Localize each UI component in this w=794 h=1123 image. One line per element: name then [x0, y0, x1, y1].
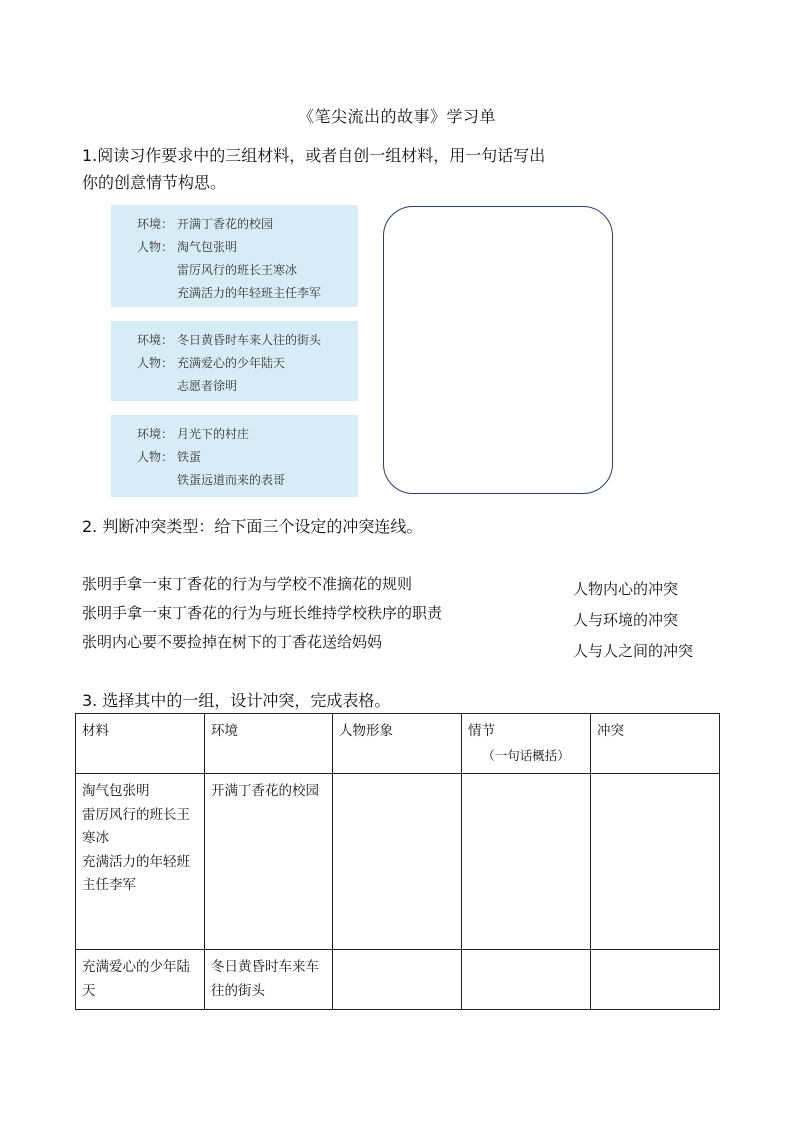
material-line: 充满爱心的少年陆天 [82, 959, 190, 999]
person-text: 淘气包张明 [177, 240, 238, 254]
env-label: 环境： [137, 333, 174, 347]
table-header-row [76, 714, 720, 774]
env-label: 环境： [137, 217, 174, 231]
character-cell[interactable] [333, 950, 462, 1010]
material-card-3 [111, 415, 358, 497]
people-label: 人物： [137, 450, 174, 464]
conflict-type-item[interactable]: 人与环境的冲突 [573, 611, 679, 629]
conflict-setting-item[interactable]: 张明手拿一束丁香花的行为与班长维持学校秩序的职责 [82, 604, 443, 622]
design-table [75, 713, 720, 1010]
question-2-heading: 2. 判断冲突类型：给下面三个设定的冲突连线。 [82, 517, 423, 536]
header-plot-sub: （一句话概括） [482, 747, 570, 763]
table-row [76, 950, 720, 1010]
person-text: 雷厉风行的班长王寒冰 [177, 263, 298, 277]
people-label: 人物： [137, 240, 174, 254]
conflict-type-item[interactable]: 人与人之间的冲突 [573, 642, 694, 660]
material-card-1 [111, 205, 358, 307]
plot-cell[interactable] [462, 774, 591, 950]
header-plot [462, 714, 591, 774]
conflict-cell[interactable] [591, 950, 720, 1010]
person-text: 铁蛋远道而来的表哥 [177, 473, 286, 487]
conflict-type-item[interactable]: 人物内心的冲突 [573, 580, 679, 598]
conflict-setting-item[interactable]: 张明手拿一束丁香花的行为与学校不准摘花的规则 [82, 575, 413, 593]
question-1 [82, 142, 545, 196]
header-conflict: 冲突 [591, 714, 720, 774]
header-material: 材料 [76, 714, 205, 774]
material-cell [76, 950, 205, 1010]
header-plot-label: 情节 [468, 723, 495, 739]
material-line: 淘气包张明 [82, 783, 150, 799]
conflict-cell[interactable] [591, 774, 720, 950]
material-line: 雷厉风行的班长王寒冰 [82, 806, 190, 846]
material-cell [76, 774, 205, 950]
material-card-2 [111, 321, 358, 401]
environment-cell: 冬日黄昏时车来车往的街头 [205, 950, 333, 1010]
env-text: 开满丁香花的校园 [177, 217, 274, 231]
people-label: 人物： [137, 356, 174, 370]
environment-cell: 开满丁香花的校园 [205, 774, 333, 950]
question-3-heading: 3. 选择其中的一组，设计冲突，完成表格。 [82, 691, 391, 710]
header-environment: 环境 [205, 714, 333, 774]
conflict-settings-list [82, 570, 442, 657]
conflict-setting-item[interactable]: 张明内心要不要捡掉在树下的丁香花送给妈妈 [82, 633, 383, 651]
person-text: 铁蛋 [177, 450, 202, 464]
answer-writing-box[interactable] [383, 206, 613, 494]
env-text: 月光下的村庄 [177, 427, 250, 441]
table-row [76, 774, 720, 950]
person-text: 志愿者徐明 [177, 379, 238, 393]
material-line: 充满活力的年轻班主任李军 [82, 853, 190, 893]
env-text: 冬日黄昏时车来人往的街头 [177, 333, 322, 347]
person-text: 充满爱心的少年陆天 [177, 356, 286, 370]
conflict-types-list [573, 574, 693, 667]
character-cell[interactable] [333, 774, 462, 950]
plot-cell[interactable] [462, 950, 591, 1010]
question-1-line-2: 你的创意情节构思。 [82, 173, 227, 192]
person-text: 充满活力的年轻班主任李军 [177, 286, 322, 300]
question-1-line-1: 1.阅读习作要求中的三组材料，或者自创一组材料，用一句话写出 [82, 146, 546, 165]
page-title: 《笔尖流出的故事》学习单 [297, 107, 496, 126]
header-character: 人物形象 [333, 714, 462, 774]
env-label: 环境： [137, 427, 174, 441]
